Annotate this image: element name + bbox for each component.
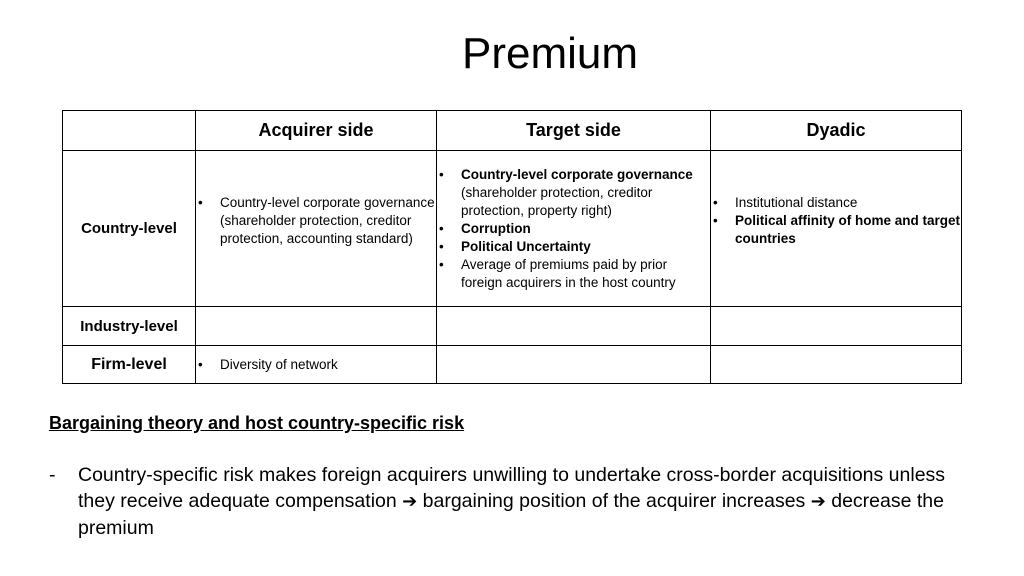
list-item — [437, 166, 710, 220]
arrow-right-icon: ➔ — [402, 491, 418, 512]
row-label-firm-level: Firm-level — [63, 346, 196, 384]
header-acquirer-side: Acquirer side — [196, 111, 437, 151]
cell-industry-acquirer — [196, 307, 437, 346]
premium-table — [62, 110, 962, 384]
bullet-text: Institutional distance — [735, 194, 858, 210]
header-dyadic: Dyadic — [711, 111, 962, 151]
bullet-text: Diversity of network — [220, 356, 338, 372]
list-item — [196, 356, 436, 374]
bullet: • — [713, 194, 718, 210]
table-row-country-level — [63, 151, 962, 307]
row-label-country-level: Country-level — [63, 151, 196, 307]
list-item — [196, 194, 436, 248]
cell-firm-dyadic — [711, 346, 962, 384]
dash-marker: - — [49, 464, 56, 486]
header-blank — [63, 111, 196, 151]
bullet-text-bold: Political affinity of home and target countries — [735, 212, 961, 246]
bullet-text: Country-level corporate governance (shareholder protection, creditor protection, accounting standard) — [220, 194, 435, 246]
bullet: • — [198, 356, 203, 372]
slide-title: Premium — [461, 29, 639, 78]
cell-industry-target — [437, 307, 711, 346]
cell-country-acquirer — [196, 151, 437, 307]
table-header-row — [63, 111, 962, 151]
list-item — [437, 220, 710, 238]
section-heading: Bargaining theory and host country-specific risk — [49, 413, 465, 433]
bullet: • — [439, 220, 444, 236]
list-item — [437, 256, 710, 292]
paragraph-text-3: decrease the premium — [78, 490, 944, 539]
list-item — [711, 194, 961, 212]
table-row-firm-level — [63, 346, 962, 384]
header-target-side: Target side — [437, 111, 711, 151]
bullet-text-bold: Country-level corporate governance — [461, 166, 693, 182]
cell-firm-acquirer — [196, 346, 437, 384]
cell-country-target — [437, 151, 711, 307]
row-label-industry-level: Industry-level — [63, 307, 196, 346]
bullet: • — [713, 212, 718, 228]
arrow-right-icon: ➔ — [810, 491, 826, 512]
cell-industry-dyadic — [711, 307, 962, 346]
list-item — [711, 212, 961, 248]
paragraph-text-2: bargaining position of the acquirer increases — [417, 490, 811, 512]
bullet: • — [439, 166, 444, 182]
paragraph-text-1: Country-specific risk makes foreign acquirers unwilling to undertake cross-border acquisitions unless they receive adequate compensation — [78, 464, 946, 512]
cell-country-dyadic — [711, 151, 962, 307]
list-item — [437, 238, 710, 256]
bullet: • — [439, 238, 444, 254]
bullet: • — [198, 194, 203, 210]
bullet: • — [439, 256, 444, 272]
bullet-text-bold: Political Uncertainty — [461, 238, 591, 254]
section-paragraph — [49, 462, 979, 541]
table-row-industry-level — [63, 307, 962, 346]
bullet-text: (shareholder protection, creditor protection, property right) — [461, 184, 653, 218]
bullet-text: Average of premiums paid by prior foreign acquirers in the host country — [461, 256, 676, 290]
bullet-text-bold: Corruption — [461, 220, 531, 236]
cell-firm-target — [437, 346, 711, 384]
